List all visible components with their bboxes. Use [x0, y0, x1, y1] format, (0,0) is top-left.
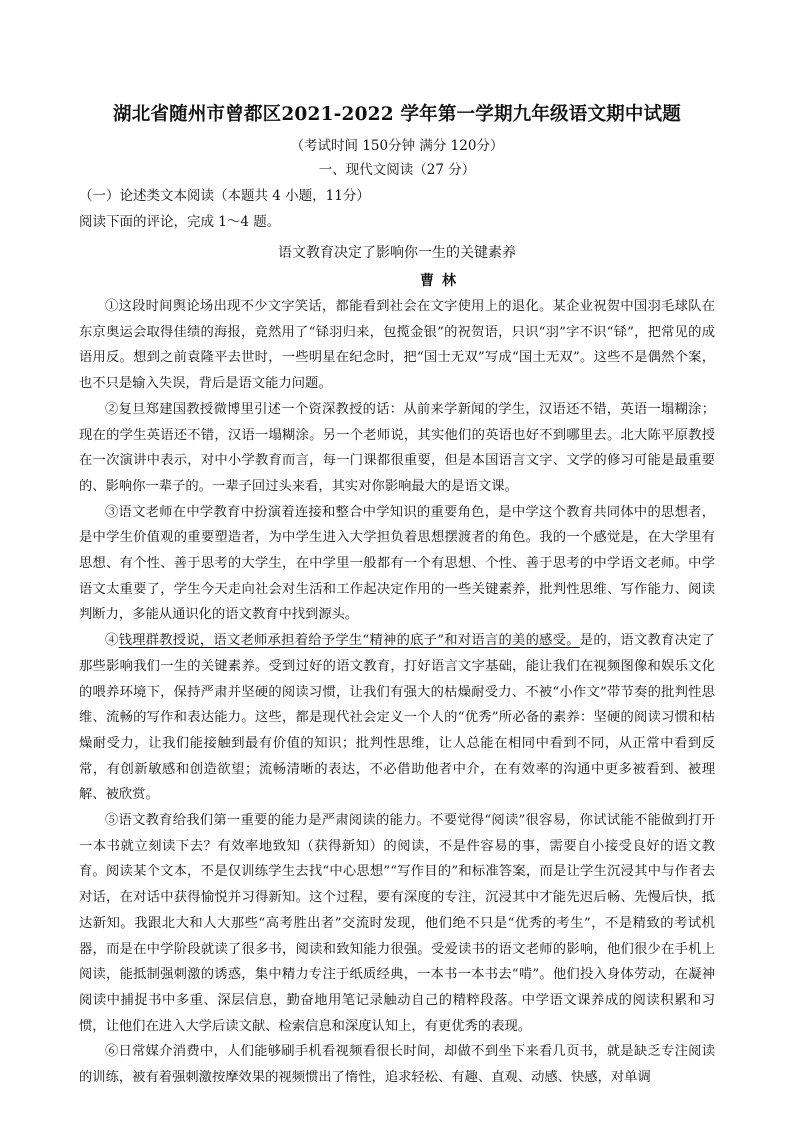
underlined-sentence: 钱理群教授说，语文老师承担着给予学生“精神的底子”和对语言的美的感受。 — [118, 633, 580, 649]
paragraph-3: ③语文老师在中学教育中扮演着连接和整合中学知识的重要角色，是中学这个教育共同体中的思想者，是中学生价值观的重要塑造者，为中学生进入大学担负着思想摆渡者的角色。我的一个感觉是，在大学里有思想、有个性、善于思考的大学生，在中学里一般都有一个有思想、个性、善于思考的中学语文老师。中学语文太重要了，学生今天走向社会对生活和工作起决定作用的一些关键素养，批判性思维、写作能力、阅读判断力，多能从通识化的语文教育中找到源头。 — [79, 504, 715, 623]
paragraph-1: ①这段时间舆论场出现不少文字笑话，都能看到社会在文字使用上的退化。某企业祝贺中国羽毛球队在东京奥运会取得佳绩的海报，竟然用了“铩羽归来，包揽金银”的祝贺语，只识“羽”字不识“铩”，把常见的成语用反。想到之前袁隆平去世时，一些明星在纪念时，把“国士无双”写成“国土无双”。这些不是偶然个案，也不只是输入失误，背后是语文能力问题。 — [79, 299, 715, 392]
article-title: 语文教育决定了影响你一生的关键素养 — [278, 245, 516, 261]
part-label: （一）论述类文本阅读（本题共 4 小题，11分） — [79, 188, 370, 204]
article-author: 曹林 — [420, 273, 464, 289]
article-body — [79, 294, 715, 1091]
paragraph-4-number: ④ — [105, 633, 119, 649]
paragraph-2: ②复旦郑建国教授微博里引述一个资深教授的话：从前来学新闻的学生，汉语还不错，英语一塌糊涂；现在的学生英语还不错，汉语一塌糊涂。另一个老师说，其实他们的英语也好不到哪里去。北大陈平原教授在一次演讲中表示，对中小学教育而言，每一门课都很重要，但是本国语言文字、文学的修习可能是最重要的、影响你一辈子的。一辈子回过头来看，其实对你影响最大的是语文课。 — [79, 401, 715, 494]
exam-info: （考试时间 150分钟 满分 120分） — [290, 138, 504, 154]
section-heading: 一、现代文阅读（27 分） — [318, 162, 476, 178]
instruction-text: 阅读下面的评论，完成 1～4 题。 — [79, 214, 281, 230]
exam-title: 湖北省随州市曾都区2021-2022 学年第一学期九年级语文期中试题 — [113, 104, 681, 125]
paragraph-4-rest: 是的，语文教育决定了那些影响我们一生的关键素养。受到过好的语文教育，打好语言文字基础，能让我们在视频图像和娱乐文化的喂养环境下，保持严肃并坚硬的阅读习惯，让我们有强大的枯燥耐受力、不被“小作文”带节奏的批判性思维、流畅的写作和表达能力。这些，都是现代社会定义一个人的“优秀”所必备的素养：坚硬的阅读习惯和枯燥耐受力，让我们能接触到最有价值的知识；批判性思维，让人总能在相同中看到不同，从正常中看到反常，有创新敏感和创造欲望；流畅清晰的表达，不必借助他者中介，在有效率的沟通中更多被看到、被理解、被欣赏。 — [79, 633, 716, 803]
paragraph-4 — [79, 628, 715, 808]
paragraph-5: ⑤语文教育给我们第一重要的能力是严肃阅读的能力。不要觉得“阅读”很容易，你试试能不能做到打开一本书就立刻读下去？有效率地致知（获得新知）的阅读，不是件容易的事，需要自小接受良好的语文教育。阅读某个文本，不是仅训练学生去找“中心思想”“写作目的”和标准答案，而是让学生沉浸其中与作者去对话，在对话中获得愉悦并习得新知。这个过程，要有深度的专注，沉浸其中才能先迟后畅、先慢后快，抵达新知。我跟北大和人大那些“高考胜出者”交流时发现，他们绝不只是“优秀的考生”，不是精致的考试机器，而是在中学阶段就读了很多书，阅读和致知能力很强。受爱读书的语文老师的影响，他们很少在手机上阅读，能抵制强刺激的诱惑，集中精力专注于纸质经典，一本书一本书去“啃”。他们投入身体劳动，在凝神阅读中捕捉书中多重、深层信息，勤奋地用笔记录触动自己的精粹段落。中学语文课养成的阅读积累和习惯，让他们在进入大学后读文献、检索信息和深度认知上，有更优秀的表现。 — [79, 813, 715, 1034]
paragraph-6: ⑥日常媒介消费中，人们能够刷手机看视频看很长时间，却做不到坐下来看几页书，就是缺乏专注阅读的训练，被有着强刺激按摩效果的视频惯出了惰性，追求轻松、有趣、直观、动感、快感，对单调 — [79, 1044, 715, 1086]
